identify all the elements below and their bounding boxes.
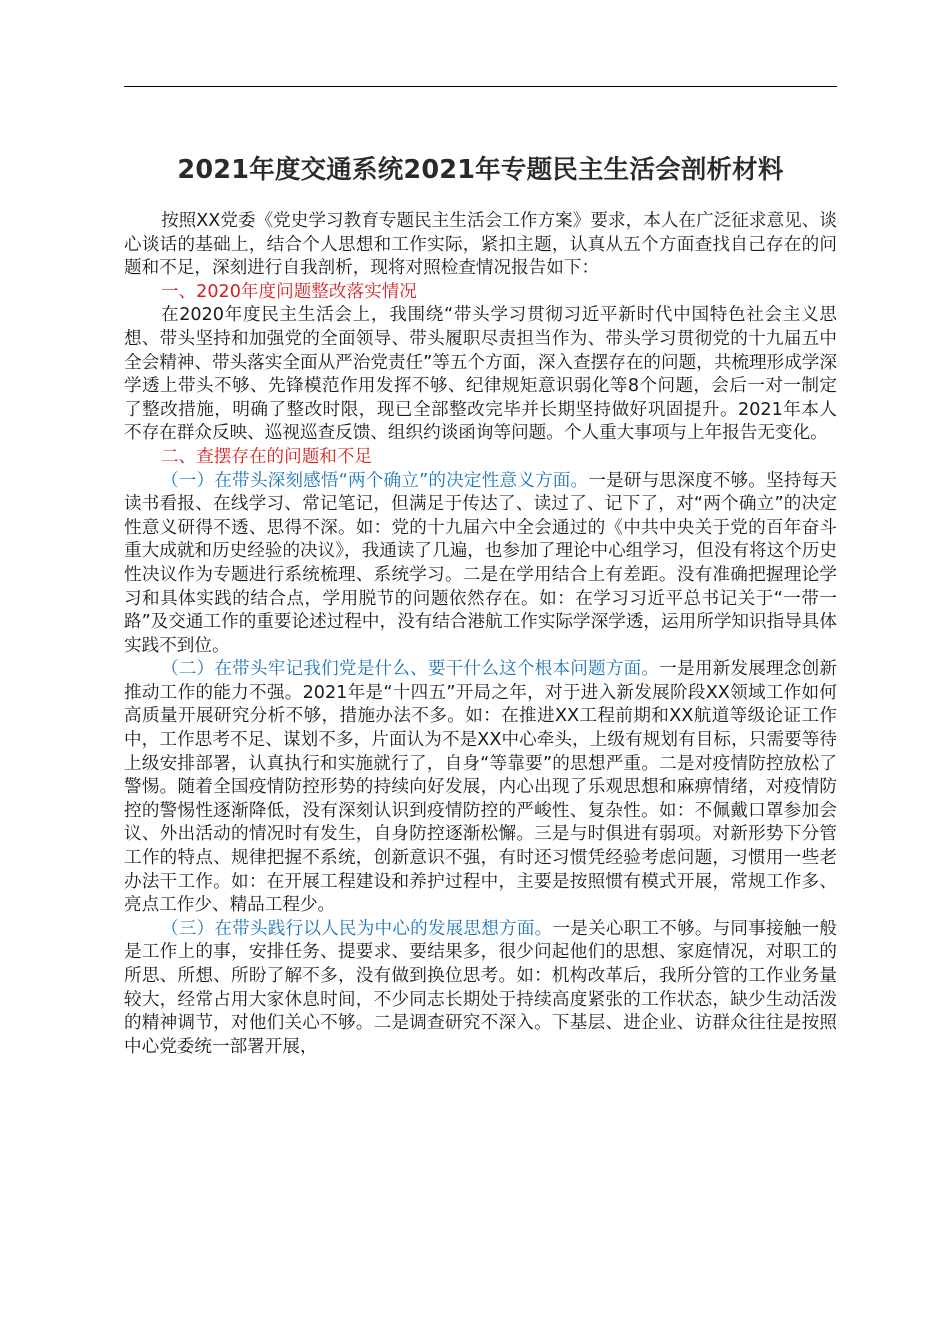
- section-2-heading: 二、查摆存在的问题和不足: [160, 446, 373, 467]
- section-1-body: 在2020年度民主生活会上，我围绕“带头学习贯彻习近平新时代中国特色社会主义思想、带头坚持和加强党的全面领导、带头履职尽责担当作为、带头学习贯彻党的十九届五中全会精神、带头落实全面从严治党责任”等五个方面，深入查摆存在的问题，共梳理形成学深学透上带头不够、先锋模范作用发挥不够、纪律规矩意识弱化等8个问题，会后一对一制定了整改措施，明确了整改时限，现已全部整改完毕并长期坚持做好巩固提升。2021年本人不存在群众反映、巡视巡查反馈、组织约谈函询等问题。个人重大事项与上年报告无变化。: [124, 305, 837, 444]
- item-1-body: 一是研与思深度不够。坚持每天读书看报、在线学习、常记笔记，但满足于传达了、读过了、记下了，对“两个确立”的决定性意义研得不透、思得不深。如：党的十九届六中全会通过的《中共中央关于党的百年奋斗重大成就和历史经验的决议》，我通读了几遍，也参加了理论中心组学习，但没有将这个历史性决议作为专题进行系统梳理、系统学习。二是在学用结合上有差距。没有准确把握理论学习和具体实践的结合点，学用脱节的问题依然存在。如：在学习习近平总书记关于“一带一路”及交通工作的重要论述过程中，没有结合港航工作实际学深学透，运用所学知识指导具体实践不到位。: [124, 470, 837, 656]
- item-3-body: 一是关心职工不够。与同事接触一般是工作上的事，安排任务、提要求、要结果多，很少问起他们的思想、家庭情况，对职工的所思、所想、所盼了解不多，没有做到换位思考。如：机构改革后，我所分管的工作业务量较大，经常占用大家休息时间，不少同志长期处于持续高度紧张的工作状态，缺少生动活泼的精神调节，对他们关心不够。二是调查研究不深入。下基层、进企业、访群众往往是按照中心党委统一部署开展，: [124, 918, 837, 1057]
- intro-paragraph: 按照XX党委《党史学习教育专题民主生活会工作方案》要求，本人在广泛征求意见、谈心谈话的基础上，结合个人思想和工作实际，紧扣主题，认真从五个方面查找自己存在的问题和不足，深刻进行自我剖析，现将对照检查情况报告如下：: [124, 211, 837, 279]
- section-1-heading: 一、2020年度问题整改落实情况: [160, 281, 417, 302]
- document-title: 2021年度交通系统2021年专题民主生活会剖析材料: [177, 155, 784, 185]
- item-2-body: 一是用新发展理念创新推动工作的能力不强。2021年是“十四五”开局之年，对于进入新发展阶段XX领域工作如何高质量开展研究分析不够，措施办法不多。如：在推进XX工程前期和XX航道等级论证工作中，工作思考不足、谋划不多，片面认为不是XX中心牵头，上级有规划有目标，只需要等待上级安排部署，认真执行和实施就行了，自身“等靠要”的思想严重。二是对疫情防控放松了警惕。随着全国疫情防控形势的持续向好发展，内心出现了乐观思想和麻痹情绪，对疫情防控的警惕性逐渐降低，没有深刻认识到疫情防控的严峻性、复杂性。如：不佩戴口罩参加会议、外出活动的情况时有发生，自身防控逐渐松懈。三是与时俱进有弱项。对新形势下分管工作的特点、规律把握不系统，创新意识不强，有时还习惯凭经验考虑问题，习惯用一些老办法干工作。如：在开展工程建设和养护过程中，主要是按照惯有模式开展，常规工作多、亮点工作少、精品工程少。: [124, 659, 837, 916]
- document-body: [124, 210, 837, 1059]
- header-rule: [124, 86, 837, 87]
- item-1-subheading: （一）在带头深刻感悟“两个确立”的决定性意义方面。: [160, 470, 589, 491]
- item-2-subheading: （二）在带头牢记我们党是什么、要干什么这个根本问题方面。: [160, 659, 660, 680]
- item-3-paragraph: [124, 918, 837, 1060]
- item-3-subheading: （三）在带头践行以人民为中心的发展思想方面。: [160, 918, 553, 939]
- item-1-paragraph: [124, 470, 837, 659]
- item-2-paragraph: [124, 658, 837, 918]
